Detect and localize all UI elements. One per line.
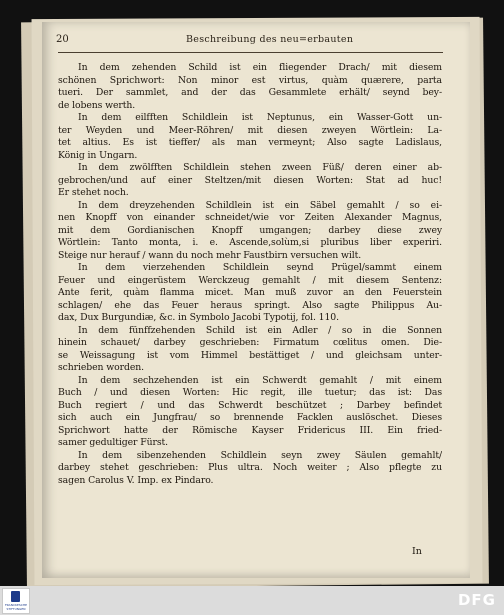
page-number: 20 <box>56 34 69 45</box>
text-line: schlagen/ ehe das Feuer heraus springt. Also sagte Philippus Au- <box>58 299 442 311</box>
text-line: Wörtlein: Tanto monta, i. e. Ascende,solùm,si pluribus liber experiri. <box>58 237 442 248</box>
text-line: König in Ungarn. <box>58 149 138 161</box>
text-line: In dem eilfften Schildlein ist Neptunus, ein Wasser-Gott un- <box>78 112 442 123</box>
text-line: samer gedultiger Fürst. <box>58 437 169 448</box>
text-line: schönen Sprichwort: Non minor est virtus, quàm quærere, parta <box>58 74 442 86</box>
text-line: de lobens werth. <box>58 99 136 111</box>
running-head: Beschreibung des neu=erbauten <box>186 34 354 45</box>
text-line: dax, Dux Burgundiæ, &c. in Symbolo Jacobi Typotij, fol. 110. <box>58 312 339 323</box>
text-line: Steige nur herauf / wann du noch mehr Faustbirn versuchen wilt. <box>58 249 362 261</box>
catchword: In <box>412 546 422 557</box>
text-line: schrieben worden. <box>58 362 144 373</box>
text-line: nen Knopff von einander schneidet/wie vor Zeiten Alexander Magnus, <box>58 212 442 223</box>
text-line: In dem dreyzehenden Schildlein ist ein Säbel gemahlt / so ei- <box>78 199 442 211</box>
text-line: ter Weyden und Meer-Röhren/ mit diesen zweyen Wörtlein: La- <box>58 124 442 136</box>
viewer-footer <box>0 586 504 615</box>
text-line: darbey stehet geschrieben: Plus ultra. Noch weiter ; Also pflegte zu <box>58 462 442 473</box>
text-line: gebrochen/und auf einer Steltzen/mit diesen Worten: Stat ad huc! <box>58 174 442 186</box>
text-line: tet altius. Es ist tieffer/ als man vermeynt; Also sagte Ladislaus, <box>58 137 442 148</box>
page-header <box>56 34 446 50</box>
text-line: Sprichwort hatte der Römische Kayser Fridericus III. Ein fried- <box>58 424 442 436</box>
text-line: Er stehet noch. <box>58 187 129 198</box>
text-line: Buch / und diesen Worten: Hic regit, ille tuetur; das ist: Das <box>58 387 442 398</box>
text-line: Feuer und eingerüstem Werckzeug gemahlt / mit diesem Sentenz: <box>58 274 442 286</box>
text-line: In dem sibenzehenden Schildlein seyn zwey Säulen gemahlt/ <box>78 449 442 461</box>
text-line: In dem vierzehenden Schildlein seynd Prügel/sammt einem <box>78 262 442 273</box>
text-line: Buch regiert / und das Schwerdt beschützet ; Darbey befindet <box>58 399 442 411</box>
text-line: In dem fünffzehenden Schild ist ein Adler / so in die Sonnen <box>78 324 442 336</box>
page-text <box>58 62 442 487</box>
logo-emblem-icon <box>11 591 20 602</box>
text-line: In dem sechzehenden ist ein Schwerdt gemahlt / mit einem <box>78 374 442 386</box>
text-line: In dem zehenden Schild ist ein fliegender Drach/ mit diesem <box>78 62 442 73</box>
header-rule <box>58 52 443 53</box>
text-line: hinein schauet/ darbey geschrieben: Firmatum cœlitus omen. Die- <box>58 337 442 348</box>
text-line: In dem zwölfften Schildlein stehen zween Füß/ deren einer ab- <box>78 162 442 173</box>
text-line: sagen Carolus V. Imp. ex Pindaro. <box>58 474 214 486</box>
text-line: mit dem Gordianischen Knopff umgangen; darbey diese zwey <box>58 224 442 236</box>
dfg-logo[interactable]: DFG <box>457 591 496 609</box>
institution-logo[interactable] <box>2 588 30 614</box>
text-line: tueri. Der sammlet, and der das Gesammlete erhält/ seynd bey- <box>58 87 442 98</box>
text-line: se Weissagung ist vom Himmel bestättiget / und gleichsam unter- <box>58 349 442 361</box>
text-line: sich auch ein Jungfrau/ so brennende Facklen auslöschet. Dieses <box>58 412 442 423</box>
logo-text: FRANCKESCHE STIFTUNGEN <box>4 603 28 611</box>
text-line: Ante ferit, quàm flamma micet. Man muß zuvor an den Feuerstein <box>58 287 442 298</box>
